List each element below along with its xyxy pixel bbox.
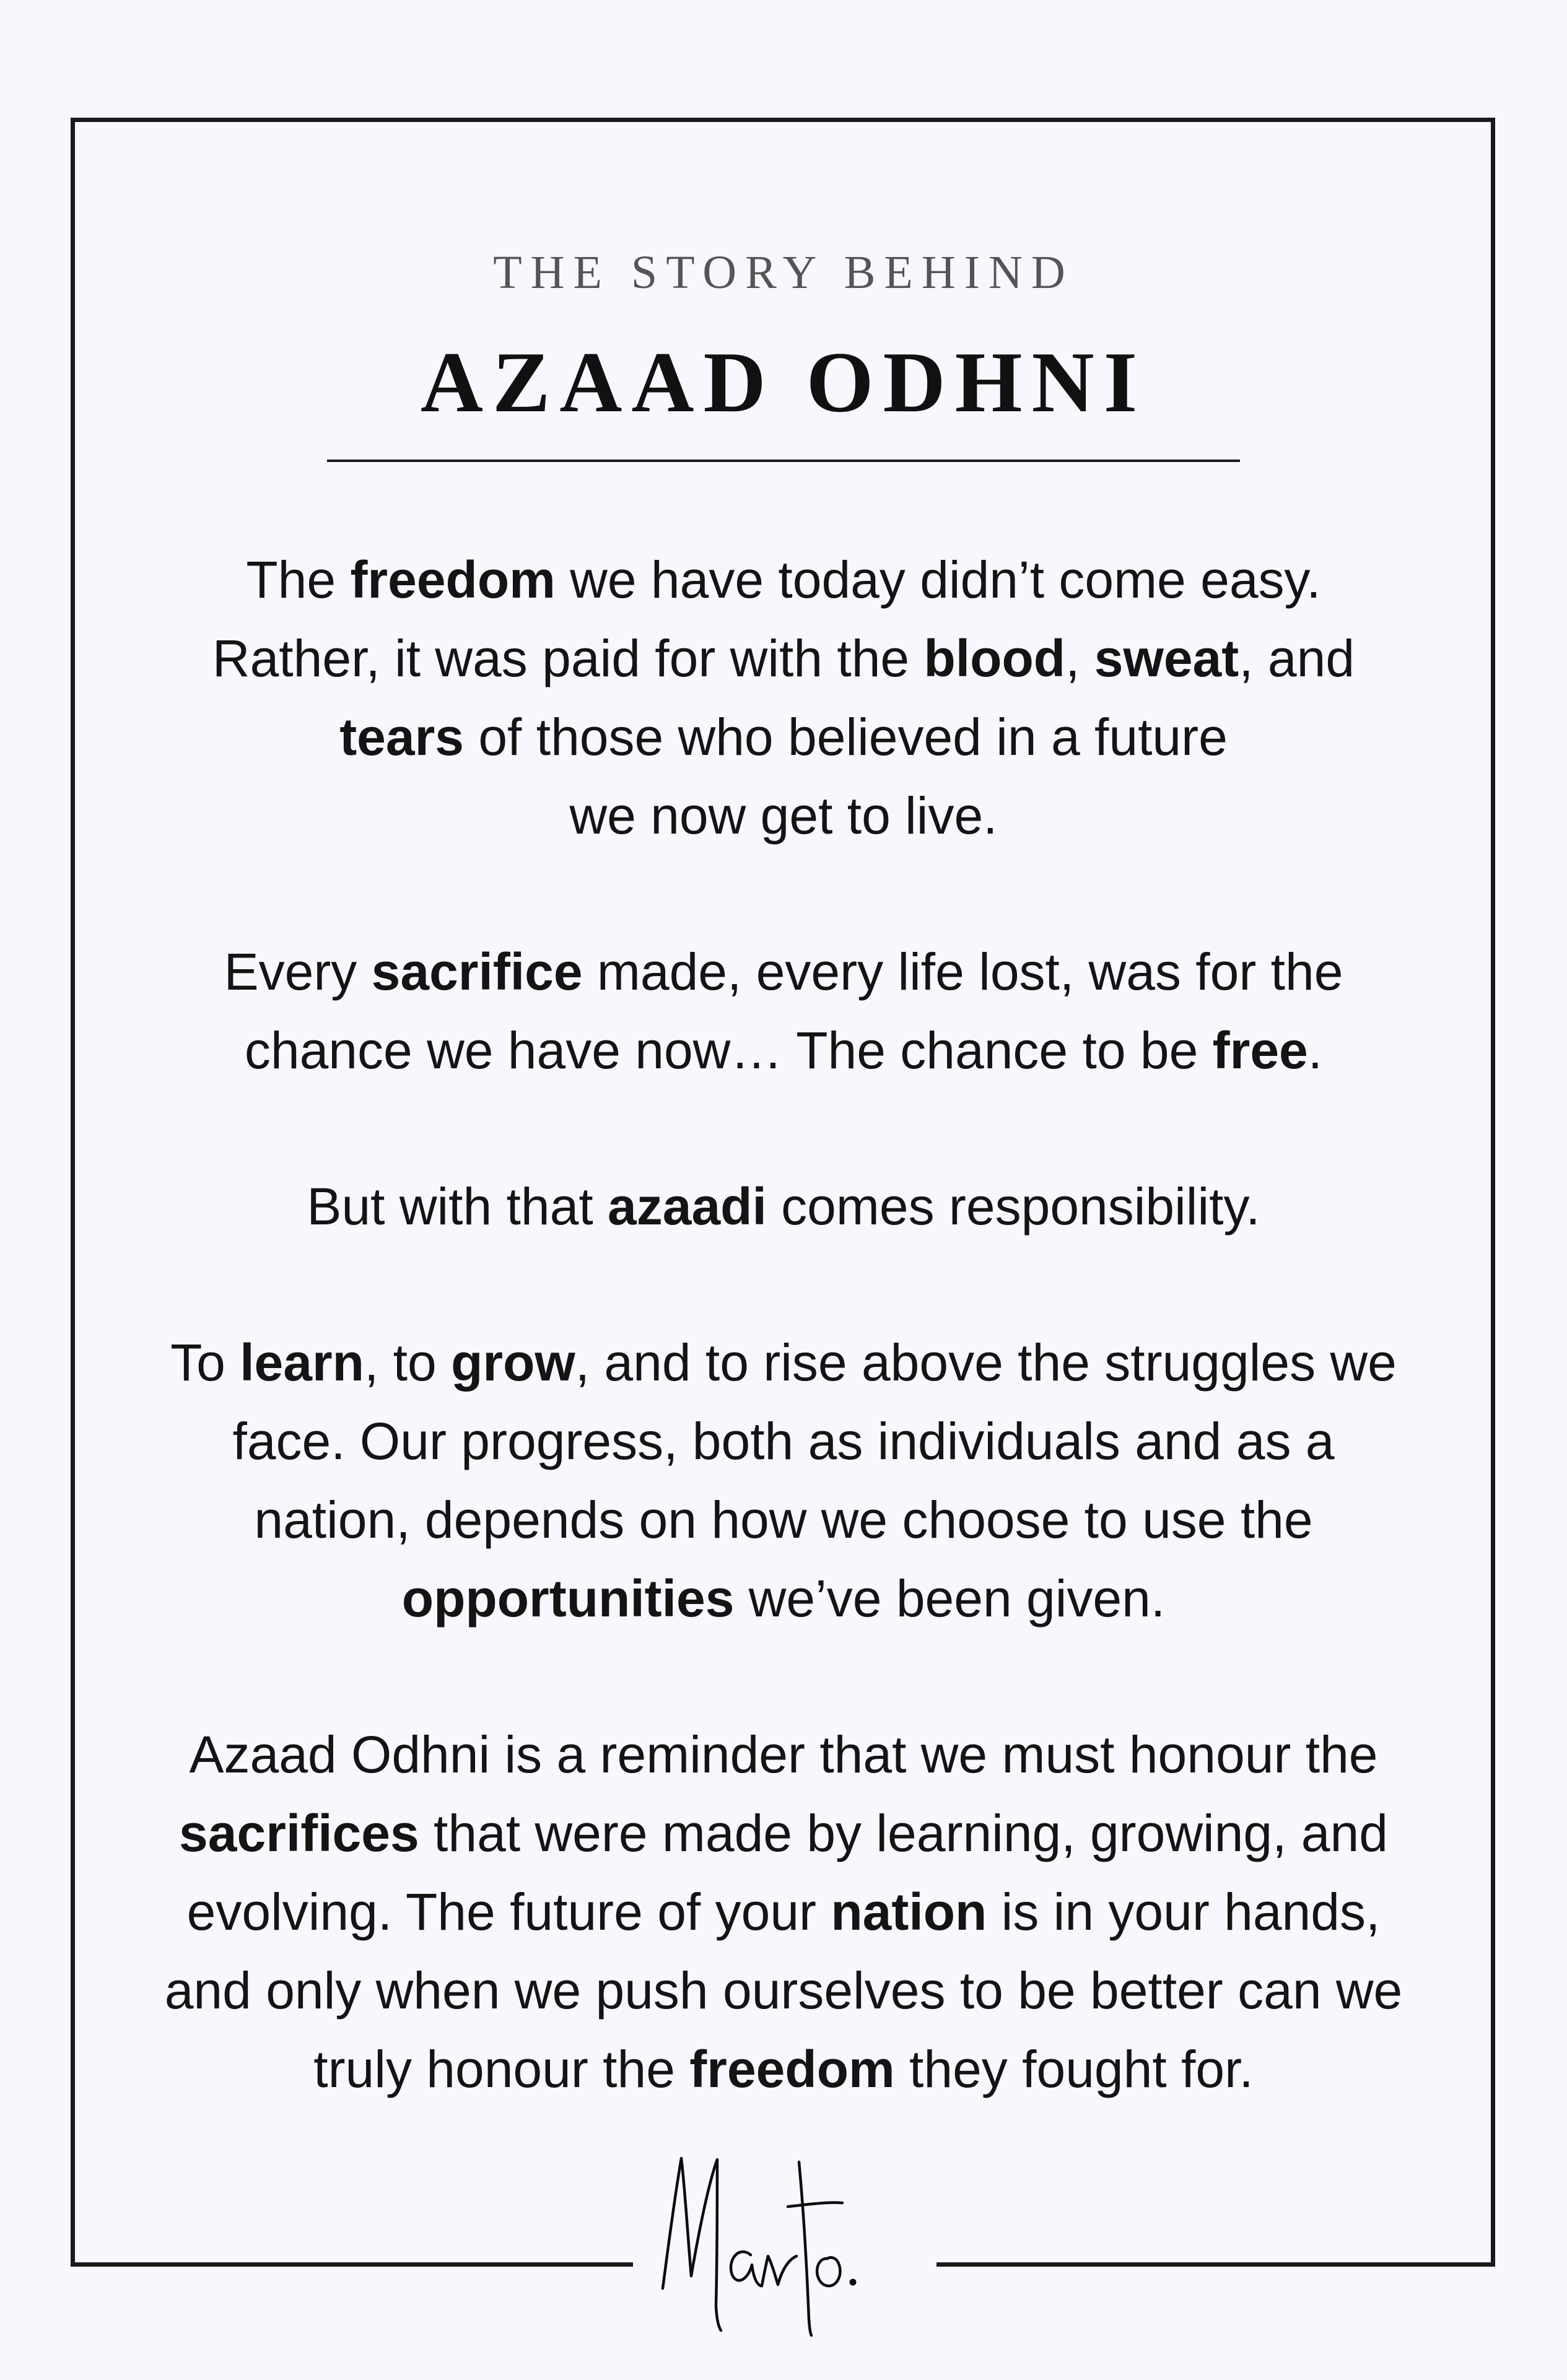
story-line (99, 1715, 1468, 1794)
emphasis-word: sacrifices (179, 1804, 419, 1862)
text-run: that were made by learning, growing, and (419, 1804, 1388, 1862)
emphasis-word: opportunities (401, 1569, 735, 1628)
story-line (99, 541, 1468, 619)
text-run: we’ve been given. (734, 1569, 1166, 1628)
page-title: AZAAD ODHNI (420, 334, 1147, 430)
emphasis-word: sweat (1094, 629, 1239, 687)
text-run: To (170, 1333, 240, 1392)
story-line (99, 1794, 1468, 1873)
text-run: made, every life lost, was for the (582, 943, 1343, 1001)
frame-bottom-rule-left (71, 2262, 633, 2267)
emphasis-word: nation (831, 1883, 987, 1941)
text-run: nation, depends on how we choose to use the (254, 1491, 1313, 1549)
story-line (99, 1323, 1468, 1402)
story-line (99, 1873, 1468, 1951)
signature-manto (644, 2134, 923, 2338)
eyebrow-heading: THE STORY BEHIND (493, 246, 1074, 299)
emphasis-word: freedom (689, 2040, 895, 2098)
emphasis-word: tears (339, 708, 464, 766)
story-line (99, 1011, 1468, 1090)
frame-bottom-rule-right (936, 2262, 1495, 2267)
text-run: Every (224, 943, 372, 1001)
story-paragraph (99, 1715, 1468, 2109)
story-line (99, 1167, 1468, 1246)
emphasis-word: grow (451, 1333, 575, 1392)
text-run: chance we have now… The chance to be (244, 1021, 1213, 1079)
text-run: evolving. The future of your (186, 1883, 831, 1941)
text-run: of those who believed in a future (464, 708, 1228, 766)
text-run: , and (1239, 629, 1355, 687)
text-run: we now get to live. (569, 787, 998, 845)
text-run: But with that (307, 1177, 608, 1236)
story-line (99, 1481, 1468, 1559)
signature-period (850, 2279, 857, 2286)
story-paragraph (99, 933, 1468, 1090)
text-run: face. Our progress, both as individuals and as a (232, 1412, 1335, 1470)
story-line (99, 619, 1468, 698)
text-run: , (1065, 629, 1094, 687)
emphasis-word: freedom (350, 551, 556, 609)
emphasis-word: sacrifice (371, 943, 583, 1001)
text-run: we have today didn’t come easy. (555, 551, 1321, 609)
title-divider (327, 460, 1240, 462)
story-line (99, 2030, 1468, 2109)
story-line (99, 933, 1468, 1011)
emphasis-word: blood (923, 629, 1066, 687)
text-run: Rather, it was paid for with the (212, 629, 924, 687)
text-run: comes responsibility. (766, 1177, 1260, 1236)
text-run: . (1307, 1021, 1323, 1079)
text-run: and only when we push ourselves to be better can we (164, 1961, 1403, 2020)
text-run: , and to rise above the struggles we (575, 1333, 1397, 1392)
text-run: , to (364, 1333, 452, 1392)
emphasis-word: learn (240, 1333, 364, 1392)
text-run: Azaad Odhni is a reminder that we must honour the (189, 1725, 1378, 1784)
text-run: truly honour the (313, 2040, 690, 2098)
text-run: is in your hands, (987, 1883, 1381, 1941)
story-paragraph (99, 1167, 1468, 1246)
story-line (99, 777, 1468, 855)
story-line (99, 1402, 1468, 1481)
story-paragraph (99, 541, 1468, 855)
story-line (99, 698, 1468, 777)
emphasis-word: free (1212, 1021, 1308, 1079)
story-paragraph (99, 1323, 1468, 1638)
story-line (99, 1951, 1468, 2030)
story-body (99, 541, 1468, 2109)
text-run: they fought for. (894, 2040, 1254, 2098)
story-line (99, 1559, 1468, 1638)
emphasis-word: azaadi (608, 1177, 767, 1236)
text-run: The (246, 551, 351, 609)
